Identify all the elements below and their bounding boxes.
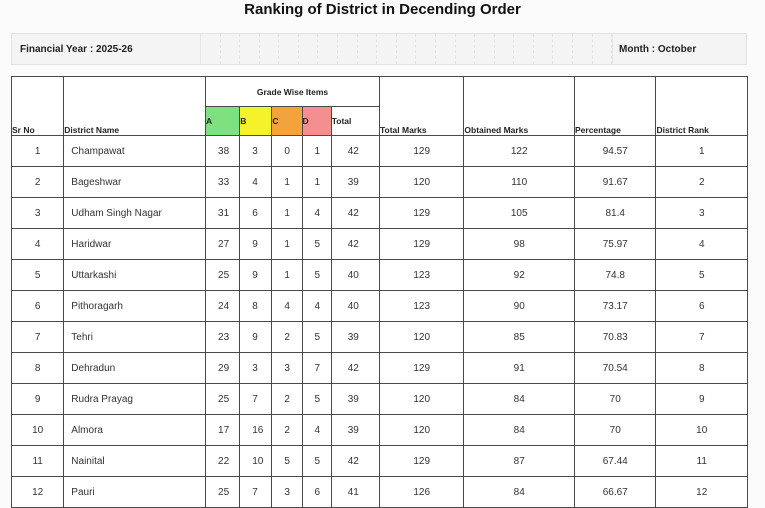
grade-c-cell: 1 bbox=[272, 229, 302, 260]
percentage-cell: 74.8 bbox=[575, 260, 656, 291]
grade-a-cell: 27 bbox=[206, 229, 240, 260]
percentage-cell: 70.54 bbox=[575, 353, 656, 384]
grade-d-cell: 5 bbox=[302, 384, 331, 415]
grade-b-cell: 10 bbox=[240, 446, 272, 477]
district-rank-cell: 10 bbox=[656, 415, 748, 446]
grade-d-cell: 4 bbox=[302, 415, 331, 446]
header-percentage: Percentage bbox=[575, 77, 656, 136]
table-row bbox=[12, 477, 748, 508]
header-grade-b: B bbox=[240, 107, 272, 136]
grade-a-cell: 29 bbox=[206, 353, 240, 384]
total-marks-cell: 123 bbox=[379, 291, 463, 322]
month-label: Month : October bbox=[612, 34, 746, 64]
header-obtained-marks: Obtained Marks bbox=[464, 77, 575, 136]
grade-b-cell: 6 bbox=[240, 198, 272, 229]
grade-a-cell: 17 bbox=[206, 415, 240, 446]
total-items-cell: 42 bbox=[331, 446, 379, 477]
grade-d-cell: 5 bbox=[302, 260, 331, 291]
obtained-marks-cell: 91 bbox=[464, 353, 575, 384]
district-rank-cell: 5 bbox=[656, 260, 748, 291]
grade-b-cell: 3 bbox=[240, 136, 272, 167]
grade-c-cell: 3 bbox=[272, 353, 302, 384]
district-name-cell: Rudra Prayag bbox=[64, 384, 206, 415]
table-row bbox=[12, 198, 748, 229]
grade-b-cell: 8 bbox=[240, 291, 272, 322]
grade-a-cell: 25 bbox=[206, 260, 240, 291]
grade-d-cell: 5 bbox=[302, 322, 331, 353]
obtained-marks-cell: 110 bbox=[464, 167, 575, 198]
total-items-cell: 39 bbox=[331, 384, 379, 415]
sr-no-cell: 12 bbox=[12, 477, 64, 508]
obtained-marks-cell: 105 bbox=[464, 198, 575, 229]
grade-b-cell: 7 bbox=[240, 477, 272, 508]
header-grade-wise-items: Grade Wise Items bbox=[206, 77, 380, 107]
grade-a-cell: 25 bbox=[206, 384, 240, 415]
total-marks-cell: 129 bbox=[379, 353, 463, 384]
page-title: Ranking of District in Decending Order bbox=[244, 1, 521, 18]
grade-c-cell: 1 bbox=[272, 198, 302, 229]
percentage-cell: 70 bbox=[575, 415, 656, 446]
grade-c-cell: 5 bbox=[272, 446, 302, 477]
table-row bbox=[12, 291, 748, 322]
obtained-marks-cell: 92 bbox=[464, 260, 575, 291]
percentage-cell: 67.44 bbox=[575, 446, 656, 477]
table-row bbox=[12, 229, 748, 260]
percentage-cell: 75.97 bbox=[575, 229, 656, 260]
table-row bbox=[12, 353, 748, 384]
table-row bbox=[12, 167, 748, 198]
grade-d-cell: 5 bbox=[302, 446, 331, 477]
total-items-cell: 41 bbox=[331, 477, 379, 508]
total-items-cell: 42 bbox=[331, 136, 379, 167]
grade-c-cell: 4 bbox=[272, 291, 302, 322]
grade-d-cell: 7 bbox=[302, 353, 331, 384]
sr-no-cell: 4 bbox=[12, 229, 64, 260]
district-name-cell: Pithoragarh bbox=[64, 291, 206, 322]
total-items-cell: 39 bbox=[331, 322, 379, 353]
sr-no-cell: 7 bbox=[12, 322, 64, 353]
grade-b-cell: 4 bbox=[240, 167, 272, 198]
grade-d-cell: 4 bbox=[302, 198, 331, 229]
grade-a-cell: 38 bbox=[206, 136, 240, 167]
sr-no-cell: 10 bbox=[12, 415, 64, 446]
district-name-cell: Udham Singh Nagar bbox=[64, 198, 206, 229]
total-marks-cell: 123 bbox=[379, 260, 463, 291]
grade-c-cell: 2 bbox=[272, 322, 302, 353]
district-name-cell: Nainital bbox=[64, 446, 206, 477]
obtained-marks-cell: 98 bbox=[464, 229, 575, 260]
grade-b-cell: 9 bbox=[240, 322, 272, 353]
total-items-cell: 39 bbox=[331, 167, 379, 198]
table-header-row bbox=[12, 77, 748, 107]
sr-no-cell: 2 bbox=[12, 167, 64, 198]
total-items-cell: 40 bbox=[331, 260, 379, 291]
grade-a-cell: 23 bbox=[206, 322, 240, 353]
total-items-cell: 42 bbox=[331, 198, 379, 229]
sr-no-cell: 11 bbox=[12, 446, 64, 477]
header-total-marks: Total Marks bbox=[379, 77, 463, 136]
grade-d-cell: 1 bbox=[302, 167, 331, 198]
grade-b-cell: 7 bbox=[240, 384, 272, 415]
percentage-cell: 70.83 bbox=[575, 322, 656, 353]
header-grade-a: A bbox=[206, 107, 240, 136]
table-body bbox=[12, 136, 748, 508]
percentage-cell: 66.67 bbox=[575, 477, 656, 508]
total-items-cell: 39 bbox=[331, 415, 379, 446]
district-name-cell: Haridwar bbox=[64, 229, 206, 260]
district-rank-cell: 11 bbox=[656, 446, 748, 477]
total-marks-cell: 129 bbox=[379, 198, 463, 229]
grade-b-cell: 9 bbox=[240, 229, 272, 260]
grade-c-cell: 2 bbox=[272, 415, 302, 446]
district-rank-cell: 8 bbox=[656, 353, 748, 384]
header-total: Total bbox=[331, 107, 379, 136]
table-row bbox=[12, 136, 748, 167]
sr-no-cell: 8 bbox=[12, 353, 64, 384]
percentage-cell: 70 bbox=[575, 384, 656, 415]
table-row bbox=[12, 446, 748, 477]
obtained-marks-cell: 84 bbox=[464, 384, 575, 415]
grade-c-cell: 1 bbox=[272, 167, 302, 198]
grade-d-cell: 1 bbox=[302, 136, 331, 167]
district-name-cell: Bageshwar bbox=[64, 167, 206, 198]
district-name-cell: Almora bbox=[64, 415, 206, 446]
total-marks-cell: 129 bbox=[379, 136, 463, 167]
percentage-cell: 94.57 bbox=[575, 136, 656, 167]
grade-d-cell: 4 bbox=[302, 291, 331, 322]
obtained-marks-cell: 90 bbox=[464, 291, 575, 322]
grade-a-cell: 31 bbox=[206, 198, 240, 229]
financial-year-label: Financial Year : 2025-26 bbox=[12, 34, 201, 64]
info-bar bbox=[11, 33, 747, 65]
district-rank-cell: 3 bbox=[656, 198, 748, 229]
sr-no-cell: 5 bbox=[12, 260, 64, 291]
header-district-name: District Name bbox=[64, 77, 206, 136]
total-marks-cell: 129 bbox=[379, 446, 463, 477]
grade-b-cell: 16 bbox=[240, 415, 272, 446]
grade-c-cell: 1 bbox=[272, 260, 302, 291]
table-row bbox=[12, 384, 748, 415]
district-name-cell: Uttarkashi bbox=[64, 260, 206, 291]
total-items-cell: 40 bbox=[331, 291, 379, 322]
obtained-marks-cell: 85 bbox=[464, 322, 575, 353]
percentage-cell: 91.67 bbox=[575, 167, 656, 198]
sr-no-cell: 6 bbox=[12, 291, 64, 322]
grade-a-cell: 22 bbox=[206, 446, 240, 477]
grade-b-cell: 3 bbox=[240, 353, 272, 384]
total-marks-cell: 120 bbox=[379, 384, 463, 415]
obtained-marks-cell: 84 bbox=[464, 415, 575, 446]
header-sr-no: Sr No bbox=[12, 77, 64, 136]
header-district-rank: District Rank bbox=[656, 77, 748, 136]
table-row bbox=[12, 322, 748, 353]
sr-no-cell: 1 bbox=[12, 136, 64, 167]
grade-d-cell: 6 bbox=[302, 477, 331, 508]
table-row bbox=[12, 260, 748, 291]
total-marks-cell: 126 bbox=[379, 477, 463, 508]
total-marks-cell: 120 bbox=[379, 167, 463, 198]
total-marks-cell: 120 bbox=[379, 415, 463, 446]
total-marks-cell: 129 bbox=[379, 229, 463, 260]
district-name-cell: Dehradun bbox=[64, 353, 206, 384]
info-bar-spacer bbox=[201, 34, 612, 64]
district-rank-cell: 2 bbox=[656, 167, 748, 198]
grade-c-cell: 3 bbox=[272, 477, 302, 508]
district-rank-cell: 7 bbox=[656, 322, 748, 353]
grade-a-cell: 33 bbox=[206, 167, 240, 198]
grade-a-cell: 25 bbox=[206, 477, 240, 508]
total-marks-cell: 120 bbox=[379, 322, 463, 353]
obtained-marks-cell: 122 bbox=[464, 136, 575, 167]
district-rank-cell: 9 bbox=[656, 384, 748, 415]
grade-d-cell: 5 bbox=[302, 229, 331, 260]
sr-no-cell: 9 bbox=[12, 384, 64, 415]
district-name-cell: Pauri bbox=[64, 477, 206, 508]
district-rank-cell: 1 bbox=[656, 136, 748, 167]
total-items-cell: 42 bbox=[331, 229, 379, 260]
district-name-cell: Champawat bbox=[64, 136, 206, 167]
sr-no-cell: 3 bbox=[12, 198, 64, 229]
district-rank-cell: 6 bbox=[656, 291, 748, 322]
district-rank-cell: 4 bbox=[656, 229, 748, 260]
grade-a-cell: 24 bbox=[206, 291, 240, 322]
district-rank-cell: 12 bbox=[656, 477, 748, 508]
header-grade-c: C bbox=[272, 107, 302, 136]
total-items-cell: 42 bbox=[331, 353, 379, 384]
obtained-marks-cell: 84 bbox=[464, 477, 575, 508]
obtained-marks-cell: 87 bbox=[464, 446, 575, 477]
district-ranking-table bbox=[11, 76, 748, 508]
percentage-cell: 81.4 bbox=[575, 198, 656, 229]
grade-b-cell: 9 bbox=[240, 260, 272, 291]
percentage-cell: 73.17 bbox=[575, 291, 656, 322]
table-row bbox=[12, 415, 748, 446]
district-name-cell: Tehri bbox=[64, 322, 206, 353]
grade-c-cell: 2 bbox=[272, 384, 302, 415]
header-grade-d: D bbox=[302, 107, 331, 136]
grade-c-cell: 0 bbox=[272, 136, 302, 167]
